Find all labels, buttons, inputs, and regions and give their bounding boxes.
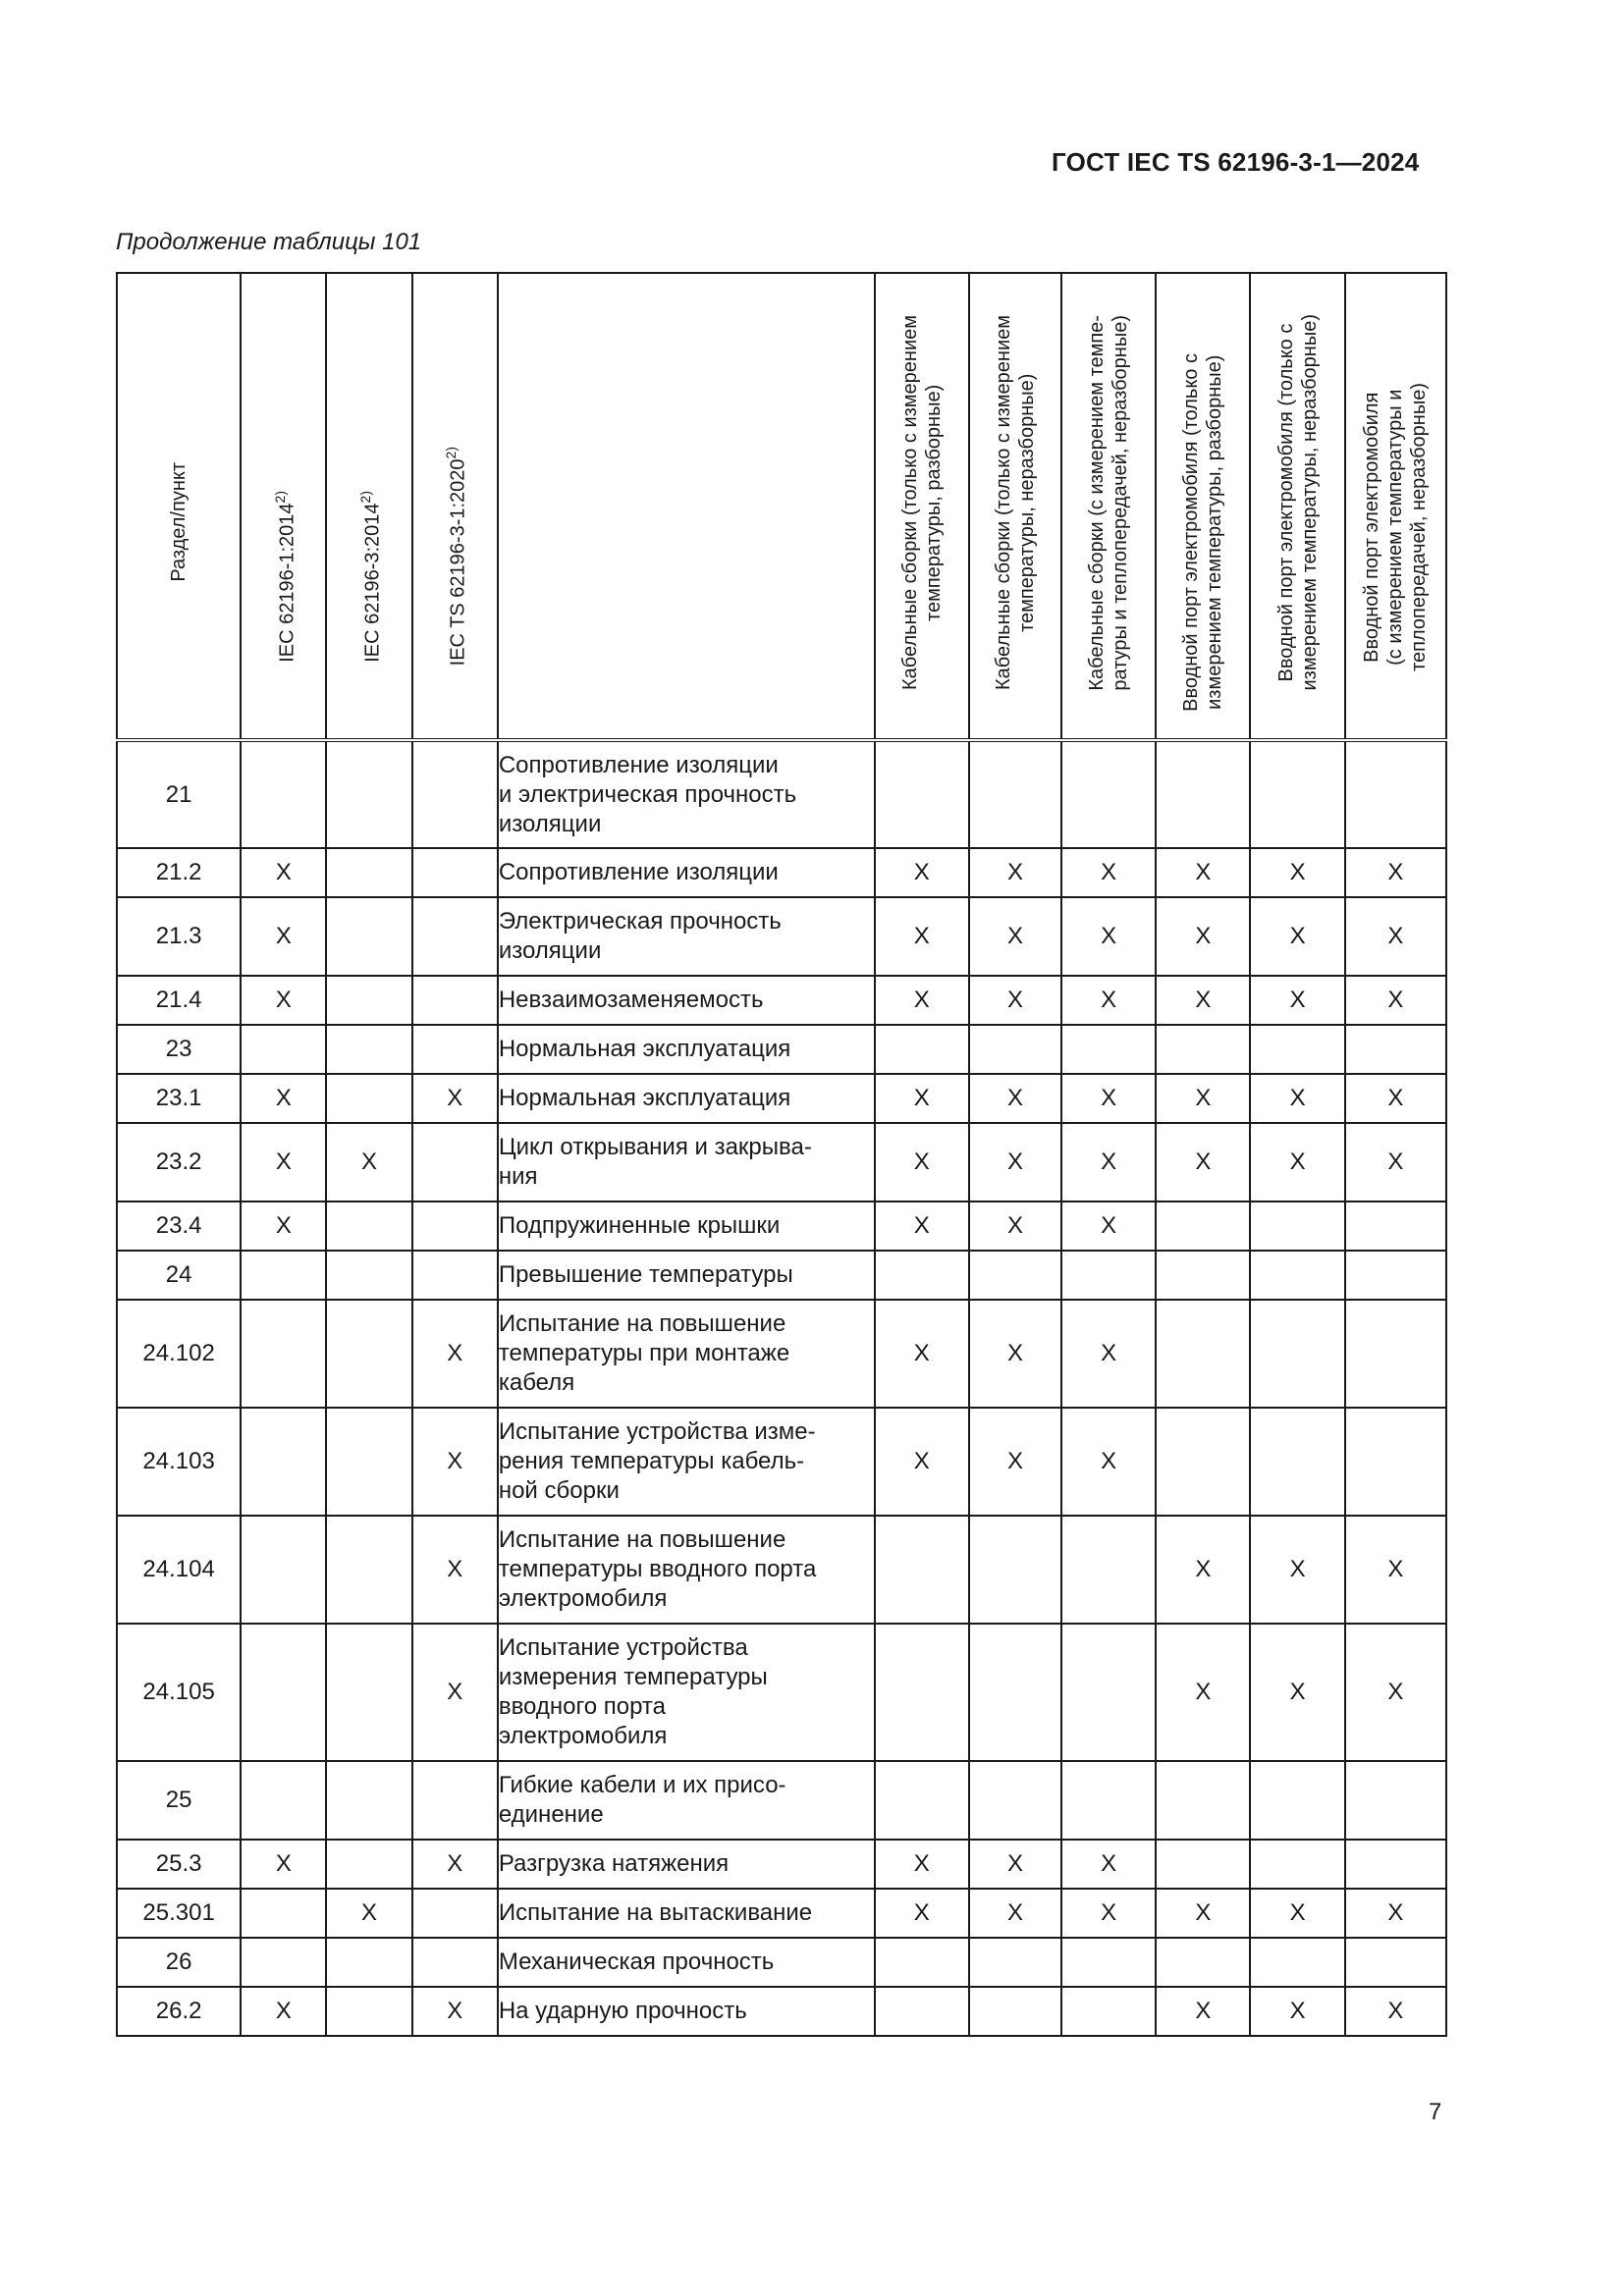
mark-cell-c2 <box>969 1025 1061 1074</box>
mark-cell-s1 <box>241 1408 326 1516</box>
table-row <box>117 1123 1446 1201</box>
header-iec-ts-62196-3-1 <box>412 273 498 740</box>
section-cell: 25 <box>117 1761 241 1840</box>
document-standard-header: ГОСТ IEC TS 62196-3-1—2024 <box>1052 147 1420 177</box>
mark-cell-c3 <box>1061 1987 1156 2036</box>
header-iec-62196-1-label <box>268 491 299 663</box>
mark-cell-c4: X <box>1156 897 1250 976</box>
mark-cell-c4: X <box>1156 976 1250 1025</box>
mark-cell-c2: X <box>969 897 1061 976</box>
mark-cell-c3 <box>1061 1251 1156 1300</box>
description-cell: Превышение температуры <box>498 1251 875 1300</box>
table-row <box>117 976 1446 1025</box>
mark-cell-c4 <box>1156 740 1250 848</box>
std1-footnote: 2) <box>272 490 289 504</box>
table-row <box>117 1201 1446 1251</box>
mark-cell-c1: X <box>875 848 969 897</box>
section-cell: 21.2 <box>117 848 241 897</box>
description-cell: Нормальная эксплуатация <box>498 1074 875 1123</box>
mark-cell-s3: X <box>412 1408 498 1516</box>
mark-cell-s3: X <box>412 1840 498 1889</box>
mark-cell-c1 <box>875 1025 969 1074</box>
table-row <box>117 1761 1446 1840</box>
mark-cell-s3 <box>412 1123 498 1201</box>
header-iec-62196-3 <box>326 273 411 740</box>
table-row <box>117 1840 1446 1889</box>
mark-cell-s2 <box>326 1516 411 1624</box>
mark-cell-c1: X <box>875 1123 969 1201</box>
mark-cell-c1 <box>875 1938 969 1987</box>
mark-cell-c3: X <box>1061 848 1156 897</box>
mark-cell-s2 <box>326 1201 411 1251</box>
description-cell: Испытание на повышение температуры при монтаже кабеля <box>498 1300 875 1408</box>
mark-cell-c6 <box>1345 1201 1446 1251</box>
mark-cell-s1: X <box>241 897 326 976</box>
mark-cell-c5 <box>1250 1408 1344 1516</box>
header-cable-assembly-detachable <box>875 273 969 740</box>
mark-cell-c1 <box>875 1516 969 1624</box>
mark-cell-s2 <box>326 1624 411 1761</box>
mark-cell-c2 <box>969 1251 1061 1300</box>
mark-cell-c2: X <box>969 976 1061 1025</box>
mark-cell-s1 <box>241 1938 326 1987</box>
mark-cell-c1: X <box>875 1889 969 1938</box>
header-c4-label: Вводной порт электромобиля (только с измерением температуры, разборные) <box>1180 352 1226 712</box>
description-cell: Испытание на повышение температуры вводного порта электромобиля <box>498 1516 875 1624</box>
mark-cell-c1: X <box>875 1300 969 1408</box>
section-cell: 24.103 <box>117 1408 241 1516</box>
mark-cell-c6 <box>1345 1761 1446 1840</box>
mark-cell-c5: X <box>1250 1889 1344 1938</box>
mark-cell-c6 <box>1345 1300 1446 1408</box>
mark-cell-c2 <box>969 1624 1061 1761</box>
mark-cell-s2 <box>326 1025 411 1074</box>
section-cell: 23.4 <box>117 1201 241 1251</box>
mark-cell-c5 <box>1250 1300 1344 1408</box>
mark-cell-s3: X <box>412 1300 498 1408</box>
mark-cell-c3: X <box>1061 897 1156 976</box>
mark-cell-s2 <box>326 848 411 897</box>
mark-cell-c1 <box>875 1624 969 1761</box>
mark-cell-s2 <box>326 1938 411 1987</box>
mark-cell-c6 <box>1345 1938 1446 1987</box>
description-cell: Сопротивление изоляции <box>498 848 875 897</box>
mark-cell-c4 <box>1156 1938 1250 1987</box>
mark-cell-c4 <box>1156 1761 1250 1840</box>
mark-cell-c5: X <box>1250 1074 1344 1123</box>
header-iec-62196-1 <box>241 273 326 740</box>
mark-cell-c2: X <box>969 1840 1061 1889</box>
mark-cell-c5 <box>1250 740 1344 848</box>
section-cell: 23 <box>117 1025 241 1074</box>
description-cell: Испытание устройства изме- рения температуры кабель- ной сборки <box>498 1408 875 1516</box>
description-cell: Сопротивление изоляции и электрическая прочность изоляции <box>498 740 875 848</box>
mark-cell-c6: X <box>1345 1123 1446 1201</box>
header-cable-assembly-heat-transfer <box>1061 273 1156 740</box>
description-cell: Подпружиненные крышки <box>498 1201 875 1251</box>
mark-cell-s1 <box>241 1300 326 1408</box>
mark-cell-c1 <box>875 1987 969 2036</box>
mark-cell-c5: X <box>1250 976 1344 1025</box>
mark-cell-c3 <box>1061 1624 1156 1761</box>
mark-cell-s1 <box>241 1025 326 1074</box>
description-cell: Цикл открывания и закрыва- ния <box>498 1123 875 1201</box>
mark-cell-s2: X <box>326 1123 411 1201</box>
mark-cell-s3 <box>412 1938 498 1987</box>
description-cell: Гибкие кабели и их присо- единение <box>498 1761 875 1840</box>
mark-cell-c4 <box>1156 1300 1250 1408</box>
mark-cell-c6: X <box>1345 897 1446 976</box>
table-row <box>117 1889 1446 1938</box>
mark-cell-c3 <box>1061 1761 1156 1840</box>
mark-cell-c2 <box>969 1987 1061 2036</box>
mark-cell-c2: X <box>969 1201 1061 1251</box>
mark-cell-c4: X <box>1156 1123 1250 1201</box>
mark-cell-c3: X <box>1061 1889 1156 1938</box>
mark-cell-s1 <box>241 1889 326 1938</box>
table-row <box>117 1251 1446 1300</box>
table-row <box>117 1938 1446 1987</box>
mark-cell-c5 <box>1250 1201 1344 1251</box>
mark-cell-c6: X <box>1345 1516 1446 1624</box>
mark-cell-c6: X <box>1345 1987 1446 2036</box>
mark-cell-c1 <box>875 1251 969 1300</box>
mark-cell-c4: X <box>1156 1516 1250 1624</box>
mark-cell-c1: X <box>875 1408 969 1516</box>
mark-cell-c2: X <box>969 1123 1061 1201</box>
mark-cell-s3 <box>412 1251 498 1300</box>
mark-cell-s1 <box>241 1624 326 1761</box>
mark-cell-c4: X <box>1156 1624 1250 1761</box>
mark-cell-s3: X <box>412 1516 498 1624</box>
std2-text: IEC 62196-3:2014 <box>361 503 384 663</box>
table-row <box>117 1025 1446 1074</box>
mark-cell-c3: X <box>1061 1408 1156 1516</box>
header-c3-label: Кабельные сборки (с измерением темпе- ратуры и теплопередачей, неразборные) <box>1086 314 1132 691</box>
table-row <box>117 1516 1446 1624</box>
mark-cell-c1: X <box>875 897 969 976</box>
mark-cell-c4: X <box>1156 848 1250 897</box>
section-cell: 25.301 <box>117 1889 241 1938</box>
mark-cell-c4 <box>1156 1201 1250 1251</box>
header-c5-label: Вводной порт электромобиля (только с измерением температуры, неразборные) <box>1274 314 1321 691</box>
page-number: 7 <box>1429 2099 1442 2125</box>
mark-cell-c2: X <box>969 848 1061 897</box>
mark-cell-s2 <box>326 1074 411 1123</box>
mark-cell-c2 <box>969 1516 1061 1624</box>
mark-cell-s3 <box>412 976 498 1025</box>
header-iec-62196-3-label <box>353 491 385 663</box>
header-ev-inlet-non-detachable <box>1250 273 1344 740</box>
requirements-table <box>116 272 1447 2037</box>
header-c6-label: Вводной порт электромобиля (с измерением температуры и теплопередачей, неразборные) <box>1361 383 1431 671</box>
mark-cell-c2 <box>969 740 1061 848</box>
std3-text: IEC TS 62196-3-1:2020 <box>448 458 470 667</box>
mark-cell-s3 <box>412 740 498 848</box>
mark-cell-s1: X <box>241 976 326 1025</box>
mark-cell-s1 <box>241 1516 326 1624</box>
table-row <box>117 1987 1446 2036</box>
mark-cell-c2: X <box>969 1889 1061 1938</box>
mark-cell-s2 <box>326 976 411 1025</box>
section-cell: 24.102 <box>117 1300 241 1408</box>
table-row <box>117 1074 1446 1123</box>
mark-cell-c6 <box>1345 1408 1446 1516</box>
mark-cell-s3 <box>412 848 498 897</box>
section-cell: 21.4 <box>117 976 241 1025</box>
section-cell: 23.2 <box>117 1123 241 1201</box>
description-cell: Электрическая прочность изоляции <box>498 897 875 976</box>
mark-cell-s3 <box>412 1201 498 1251</box>
description-cell: Разгрузка натяжения <box>498 1840 875 1889</box>
mark-cell-s2 <box>326 740 411 848</box>
mark-cell-c1: X <box>875 1201 969 1251</box>
mark-cell-c5 <box>1250 1251 1344 1300</box>
mark-cell-s3 <box>412 1889 498 1938</box>
description-cell: Испытание на вытаскивание <box>498 1889 875 1938</box>
mark-cell-c3: X <box>1061 1201 1156 1251</box>
description-cell: На ударную прочность <box>498 1987 875 2036</box>
description-cell: Испытание устройства измерения температуры вводного порта электромобиля <box>498 1624 875 1761</box>
mark-cell-c3: X <box>1061 1074 1156 1123</box>
mark-cell-s3: X <box>412 1987 498 2036</box>
section-cell: 26.2 <box>117 1987 241 2036</box>
mark-cell-c5 <box>1250 1761 1344 1840</box>
mark-cell-c5: X <box>1250 1987 1344 2036</box>
mark-cell-c1: X <box>875 1074 969 1123</box>
mark-cell-s2 <box>326 897 411 976</box>
description-cell: Невзаимозаменяемость <box>498 976 875 1025</box>
table-continuation-caption: Продолжение таблицы 101 <box>116 229 422 255</box>
description-cell: Нормальная эксплуатация <box>498 1025 875 1074</box>
mark-cell-c2 <box>969 1761 1061 1840</box>
header-iec-ts-62196-3-1-label <box>439 447 470 666</box>
mark-cell-c5: X <box>1250 1624 1344 1761</box>
mark-cell-c3 <box>1061 1025 1156 1074</box>
mark-cell-c5: X <box>1250 848 1344 897</box>
description-cell: Механическая прочность <box>498 1938 875 1987</box>
mark-cell-c1 <box>875 1761 969 1840</box>
mark-cell-c5: X <box>1250 897 1344 976</box>
mark-cell-c5 <box>1250 1025 1344 1074</box>
mark-cell-s1 <box>241 740 326 848</box>
table-header-row <box>117 273 1446 740</box>
table-row <box>117 848 1446 897</box>
mark-cell-c4 <box>1156 1025 1250 1074</box>
mark-cell-s1: X <box>241 1840 326 1889</box>
mark-cell-c6 <box>1345 1840 1446 1889</box>
mark-cell-s2 <box>326 1408 411 1516</box>
mark-cell-s3 <box>412 897 498 976</box>
mark-cell-c3: X <box>1061 1123 1156 1201</box>
mark-cell-c2 <box>969 1938 1061 1987</box>
std1-text: IEC 62196-1:2014 <box>276 503 298 663</box>
section-cell: 26 <box>117 1938 241 1987</box>
mark-cell-c4: X <box>1156 1987 1250 2036</box>
section-cell: 24.105 <box>117 1624 241 1761</box>
section-cell: 24 <box>117 1251 241 1300</box>
mark-cell-c4 <box>1156 1408 1250 1516</box>
mark-cell-c2: X <box>969 1074 1061 1123</box>
mark-cell-c6 <box>1345 1025 1446 1074</box>
header-ev-inlet-detachable <box>1156 273 1250 740</box>
mark-cell-c5: X <box>1250 1516 1344 1624</box>
mark-cell-c1: X <box>875 1840 969 1889</box>
mark-cell-c6: X <box>1345 1074 1446 1123</box>
table-row <box>117 1624 1446 1761</box>
mark-cell-s3 <box>412 1761 498 1840</box>
mark-cell-c3: X <box>1061 1840 1156 1889</box>
mark-cell-c5 <box>1250 1938 1344 1987</box>
mark-cell-c6 <box>1345 740 1446 848</box>
section-cell: 25.3 <box>117 1840 241 1889</box>
mark-cell-s1: X <box>241 848 326 897</box>
mark-cell-s3 <box>412 1025 498 1074</box>
mark-cell-c3: X <box>1061 1300 1156 1408</box>
mark-cell-c4: X <box>1156 1074 1250 1123</box>
table-row <box>117 1408 1446 1516</box>
mark-cell-c6: X <box>1345 1624 1446 1761</box>
mark-cell-s2 <box>326 1251 411 1300</box>
mark-cell-s1 <box>241 1761 326 1840</box>
table-row <box>117 1300 1446 1408</box>
mark-cell-s1: X <box>241 1987 326 2036</box>
header-cable-assembly-non-detachable <box>969 273 1061 740</box>
mark-cell-c5 <box>1250 1840 1344 1889</box>
mark-cell-s2 <box>326 1300 411 1408</box>
header-section-label: Раздел/пункт <box>168 462 190 582</box>
mark-cell-s3: X <box>412 1074 498 1123</box>
mark-cell-c3: X <box>1061 976 1156 1025</box>
mark-cell-s2 <box>326 1761 411 1840</box>
mark-cell-s1: X <box>241 1201 326 1251</box>
section-cell: 23.1 <box>117 1074 241 1123</box>
mark-cell-s1: X <box>241 1074 326 1123</box>
std2-footnote: 2) <box>357 490 374 504</box>
header-description <box>498 273 875 740</box>
mark-cell-c3 <box>1061 740 1156 848</box>
std3-footnote: 2) <box>443 447 460 459</box>
header-c1-label: Кабельные сборки (только с измерением температуры, разборные) <box>898 315 945 690</box>
mark-cell-c6: X <box>1345 976 1446 1025</box>
mark-cell-c3 <box>1061 1938 1156 1987</box>
mark-cell-c6: X <box>1345 848 1446 897</box>
section-cell: 24.104 <box>117 1516 241 1624</box>
section-cell: 21 <box>117 740 241 848</box>
section-cell: 21.3 <box>117 897 241 976</box>
mark-cell-c6 <box>1345 1251 1446 1300</box>
mark-cell-c4: X <box>1156 1889 1250 1938</box>
mark-cell-c1 <box>875 740 969 848</box>
mark-cell-c4 <box>1156 1251 1250 1300</box>
header-section <box>117 273 241 740</box>
mark-cell-s3: X <box>412 1624 498 1761</box>
mark-cell-s2 <box>326 1987 411 2036</box>
mark-cell-c6: X <box>1345 1889 1446 1938</box>
mark-cell-c4 <box>1156 1840 1250 1889</box>
mark-cell-c3 <box>1061 1516 1156 1624</box>
mark-cell-c2: X <box>969 1300 1061 1408</box>
mark-cell-s1: X <box>241 1123 326 1201</box>
table-row <box>117 897 1446 976</box>
header-ev-inlet-heat-transfer <box>1345 273 1446 740</box>
mark-cell-c5: X <box>1250 1123 1344 1201</box>
mark-cell-c1: X <box>875 976 969 1025</box>
mark-cell-s2: X <box>326 1889 411 1938</box>
table-row <box>117 740 1446 848</box>
header-c2-label: Кабельные сборки (только с измерением температуры, неразборные) <box>992 315 1038 690</box>
mark-cell-s2 <box>326 1840 411 1889</box>
mark-cell-s1 <box>241 1251 326 1300</box>
mark-cell-c2: X <box>969 1408 1061 1516</box>
table-body <box>117 740 1446 2036</box>
